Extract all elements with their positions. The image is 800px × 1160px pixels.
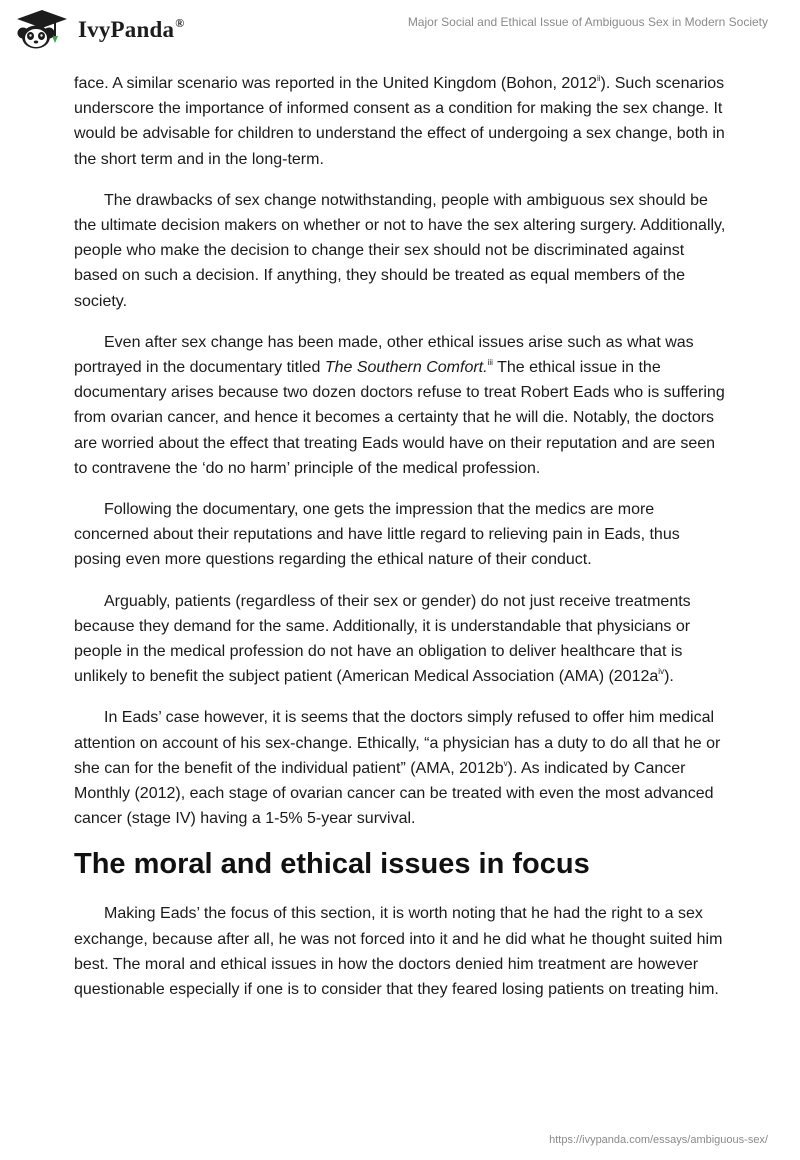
brand-name: IvyPanda® [78,15,185,42]
panda-mortarboard-icon [14,8,72,50]
documentary-title: The Southern Comfort. [324,359,488,377]
paragraph-2: The drawbacks of sex change notwithstanding, people with ambiguous sex should be the ultimate decision makers on whether or not to have the sex altering surgery. Additionally, people who make the decision to change their sex should not be discriminated against based on such a decision. If anything, they should be treated as equal members of the society. [74,191,726,310]
page-header [0,0,800,70]
ivypanda-logo[interactable] [14,8,184,50]
paragraph-3: Even after sex change has been made, other ethical issues arise such as what was portrayed in the documentary titled The Southern Comfort.$^{iii}$ The ethical issue in the documentary arises because two dozen doctors refuse to treat Robert Eads who is suffering from ovarian cancer, and hence it becomes a certainty that he will die. Notably, the doctors are worried about the effect that treating Eads would have on their reputation and are seen to contravene the ‘do no harm’ principle of the medical profession. [74,333,725,477]
registered-mark: ® [175,15,185,30]
paragraph-4: Following the documentary, one gets the impression that the medics are more concerned about their reputations and have little regard to relieving pain in Eads, thus posing even more questions regarding the ethical nature of their conduct. [74,501,680,569]
paragraph-5: Arguably, patients (regardless of their sex or gender) do not just receive treatments because they demand for the same. Additionally, it is understandable that physicians or people in the medical profession do not have an obligation to deliver healthcare that is unlikely to benefit the subject patient (American Medical Association (AMA) (2012a$^{iv}$). [74,592,691,686]
footnote-ref-iv: iv [658,667,665,677]
paragraph-6: In Eads’ case however, it is seems that the doctors simply refused to offer him medical attention on account of his sex-change. Ethically, “a physician has a duty to do all that he or she can for the benefit of the individual patient” (AMA, 2012b$^v$). As indicated by Cancer Monthly (2012), each stage of ovarian cancer can be treated with even the most advanced cancer (stage IV) having a 1-5% 5-year survival. [74,709,721,828]
footnote-ref-ii: ii [596,74,601,83]
footnote-ref-iii: iii [487,358,493,368]
document-title: Major Social and Ethical Issue of Ambiguous Sex in Modern Society [407,15,768,29]
essay-body [74,71,730,1018]
section-heading: The moral and ethical issues in focus [74,848,590,881]
paragraph-7: Making Eads’ the focus of this section, it is worth noting that he had the right to a sex exchange, because after all, he was not forced into it and he did what he thought suited him best. The moral and ethical issues in how the doctors denied him treatment are however questionable especially if one is to consider that they feared losing patients on treating him. [74,905,723,999]
footer-url[interactable]: https://ivypanda.com/essays/ambiguous-sex/ [549,1134,768,1146]
footnote-ref-v: v [503,758,508,768]
paragraph-1: face. A similar scenario was reported in the United Kingdom (Bohon, 2012$^{ii}$). Such scenarios underscore the importance of informed consent as a condition for making the sex change. It would be advisable for children to understand the effect of undergoing a sex change, both in the short term and in the long-term. [74,74,725,168]
